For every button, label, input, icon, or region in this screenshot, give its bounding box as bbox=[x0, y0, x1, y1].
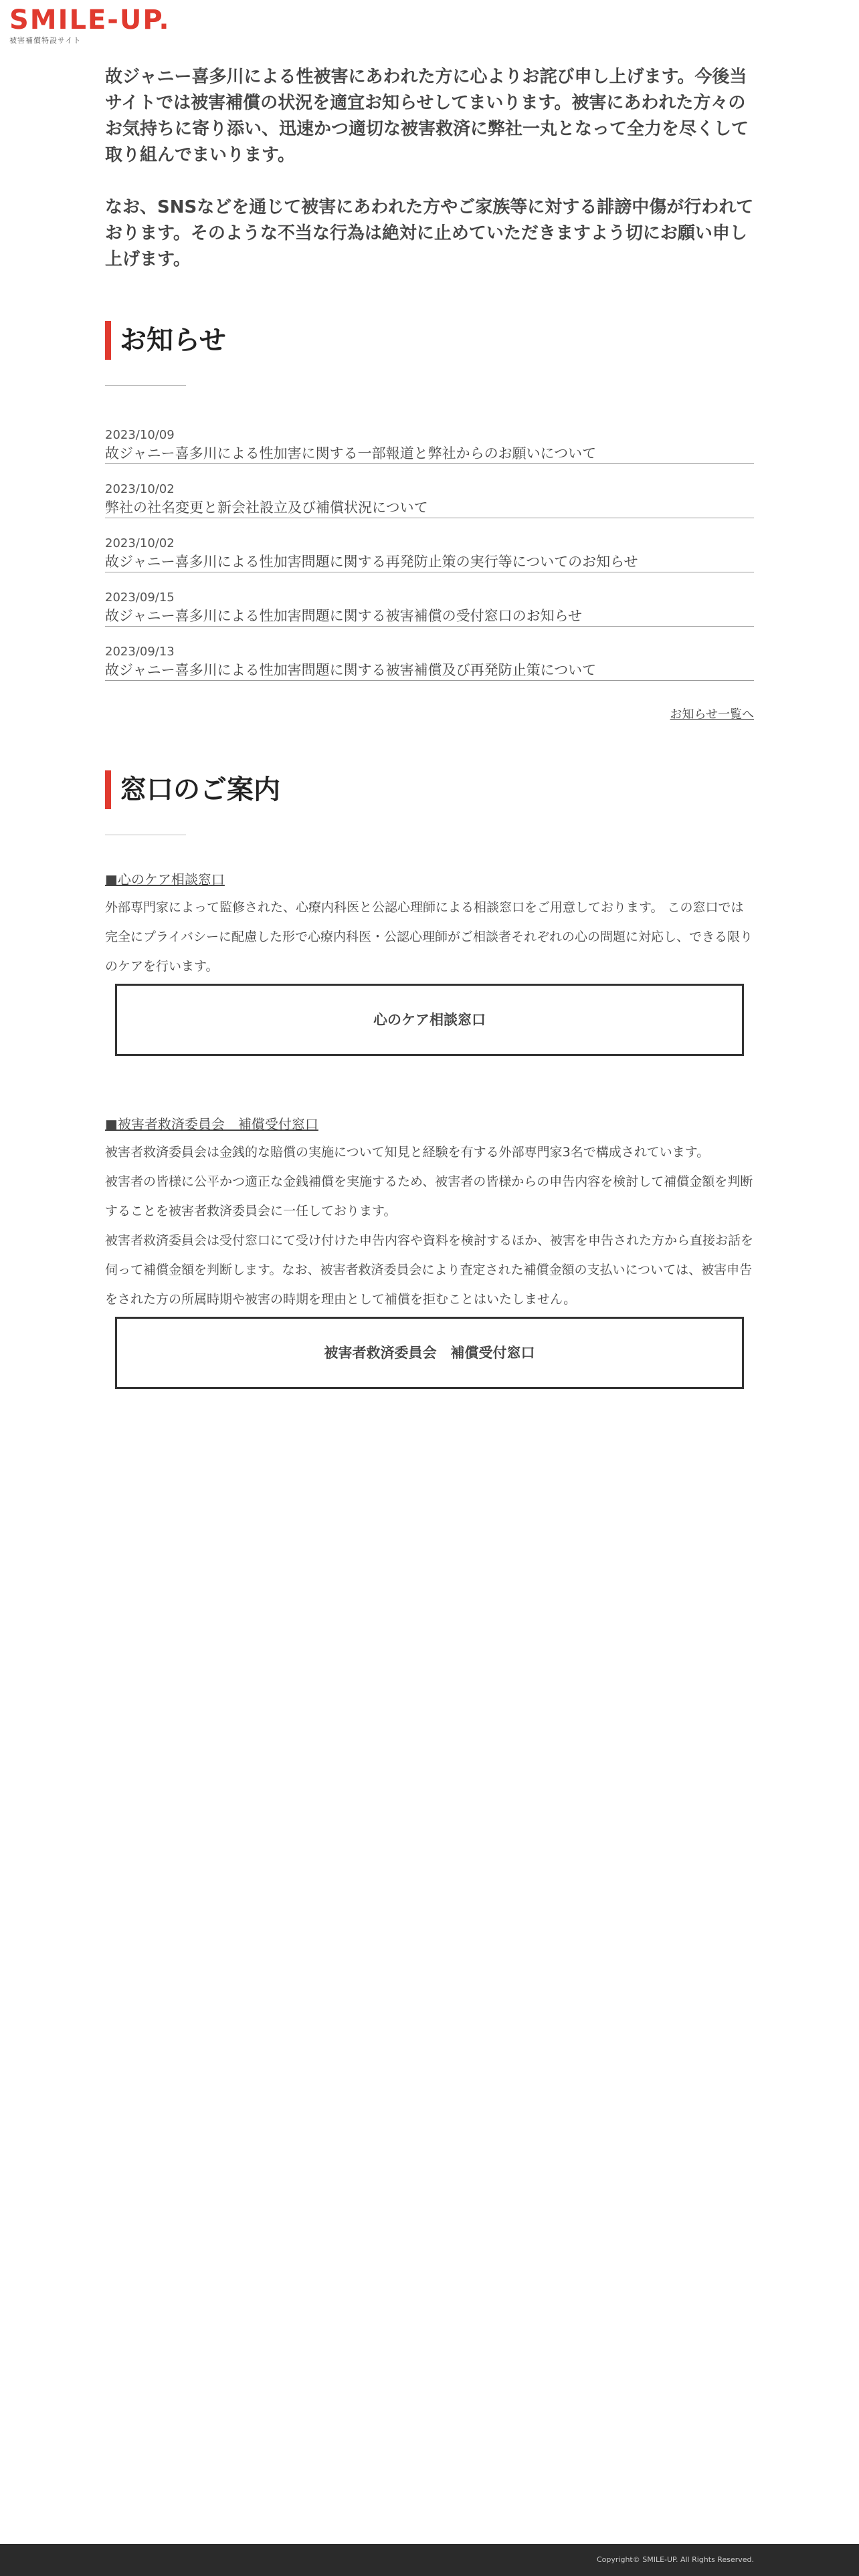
news-date: 2023/10/02 bbox=[105, 536, 175, 550]
news-heading bbox=[105, 321, 754, 360]
news-date: 2023/10/09 bbox=[105, 428, 175, 442]
contacts-heading-title: 窓口のご案内 bbox=[120, 774, 280, 805]
committee-contact-description-3: 被害者救済委員会は受付窓口にて受け付けた申告内容や資料を検討するほか、被害を申告された方から直接お話を伺って補償金額を判断します。なお、被害者救済委員会により査定された補償金額の支払いについては、被害申告をされた方の所属時期や被害の時期を理由として補償を拒むことはいたしません。 bbox=[105, 1233, 754, 1307]
contacts-heading bbox=[105, 770, 754, 809]
committee-contact-description-2: 被害者の皆様に公平かつ適正な金銭補償を実施するため、被害者の皆様からの申告内容を検討して補償金額を判断することを被害者救済委員会に一任しております。 bbox=[105, 1174, 753, 1218]
news-heading-rule bbox=[105, 385, 186, 386]
news-title-link[interactable]: 故ジャニー喜多川による性加害問題に関する被害補償の受付窓口のお知らせ bbox=[105, 606, 754, 627]
news-title-link[interactable]: 弊社の社名変更と新会社設立及び補償状況について bbox=[105, 498, 754, 518]
news-item[interactable] bbox=[105, 481, 754, 536]
committee-contact-description-1: 被害者救済委員会は金銭的な賠償の実施について知見と経験を有する外部専門家3名で構成されています。 bbox=[105, 1145, 710, 1160]
committee-contact-block bbox=[105, 1115, 754, 1389]
care-contact-block bbox=[105, 870, 754, 1056]
committee-contact-title[interactable]: ■被害者救済委員会 補償受付窓口 bbox=[105, 1116, 318, 1132]
news-heading-title: お知らせ bbox=[120, 325, 226, 356]
copyright-text: Copyright© SMILE-UP. All Rights Reserved. bbox=[597, 2555, 754, 2564]
news-date: 2023/09/15 bbox=[105, 591, 175, 605]
news-list bbox=[105, 427, 754, 698]
intro-defamation-notice: なお、SNSなどを通じて被害にあわれた方やご家族等に対する誹謗中傷が行われております。そのような不当な行為は絶対に止めていただきますよう切にお願い申し上げます。 bbox=[105, 197, 754, 270]
site-logo[interactable]: SMILE-UP. bbox=[9, 5, 171, 35]
committee-contact-button[interactable]: 被害者救済委員会 補償受付窓口 bbox=[115, 1317, 744, 1389]
main-content bbox=[105, 64, 754, 1389]
news-date: 2023/09/13 bbox=[105, 645, 175, 659]
news-section bbox=[105, 321, 754, 722]
news-date: 2023/10/02 bbox=[105, 482, 175, 496]
site-header bbox=[9, 7, 171, 45]
news-list-more-link[interactable]: お知らせ一覧へ bbox=[670, 708, 754, 722]
news-title-link[interactable]: 故ジャニー喜多川による性加害問題に関する再発防止策の実行等についてのお知らせ bbox=[105, 552, 754, 572]
news-item[interactable] bbox=[105, 536, 754, 590]
care-contact-description: 外部専門家によって監修された、心療内科医と公認心理師による相談窓口をご用意しております。 この窓口では完全にプライバシーに配慮した形で心療内科医・公認心理師がご相談者それぞれの心の問題に対応し、できる限りのケアを行います。 bbox=[105, 900, 753, 974]
news-item[interactable] bbox=[105, 644, 754, 698]
news-title-link[interactable]: 故ジャニー喜多川による性加害に関する一部報道と弊社からのお願いについて bbox=[105, 443, 754, 464]
news-title-link[interactable]: 故ジャニー喜多川による性加害問題に関する被害補償及び再発防止策について bbox=[105, 660, 754, 681]
news-item[interactable] bbox=[105, 590, 754, 644]
intro-message bbox=[105, 64, 754, 273]
care-contact-button[interactable]: 心のケア相談窓口 bbox=[115, 984, 744, 1056]
care-contact-title[interactable]: ■心のケア相談窓口 bbox=[105, 871, 225, 887]
site-footer bbox=[0, 2544, 859, 2576]
site-logo-subtitle: 被害補償特設サイト bbox=[9, 36, 82, 45]
intro-apology-text: 故ジャニー喜多川による性被害にあわれた方に心よりお詫び申し上げます。今後当サイトでは被害補償の状況を適宜お知らせしてまいります。被害にあわれた方々のお気持ちに寄り添い、迅速かつ適切な被害救済に弊社一丸となって全力を尽くして取り組んでまいります。 bbox=[105, 67, 749, 165]
contacts-section bbox=[105, 770, 754, 1389]
news-item[interactable] bbox=[105, 427, 754, 481]
